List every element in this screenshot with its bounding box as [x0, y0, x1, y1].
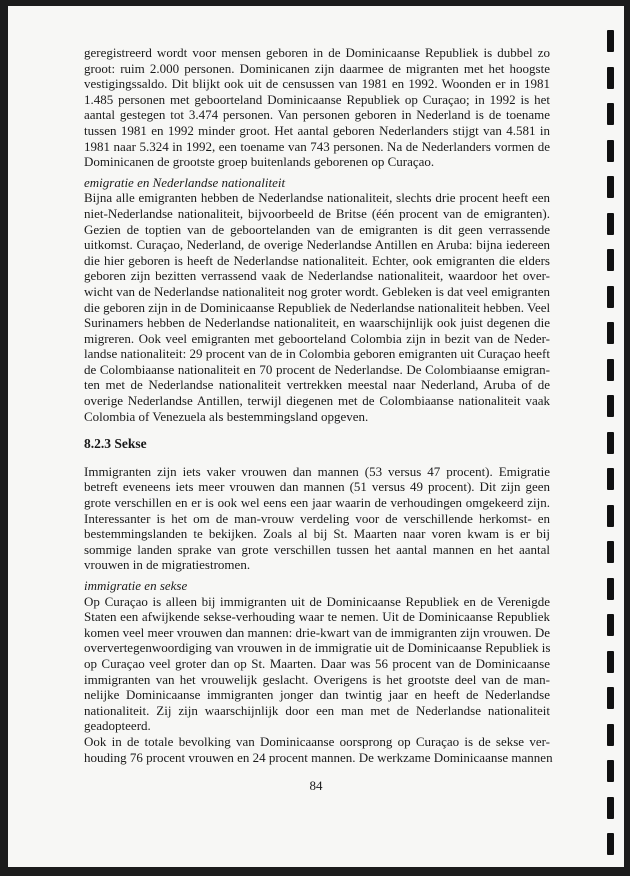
text-line: op Curaçao veel groter dan op St. Maarten. Daar was 56 procent van de Dominicaanse [84, 655, 550, 671]
binding-hole-mark [607, 797, 614, 819]
text-line: overige Nederlandse Antillen, terwijl diegenen met de Colombiaanse nationaliteit vaak [84, 393, 550, 409]
text-line: de Colombiaanse nationaliteit en 70 procent de Nederlandse. De Colombiaanse emigran- [84, 361, 550, 377]
binding-hole-mark [607, 541, 614, 563]
binding-hole-mark [607, 249, 614, 271]
binding-hole-mark [607, 176, 614, 198]
text-line: vestigingssaldo. Dit blijkt ook uit de censussen van 1981 en 1992. Woonden er in 1981 [84, 76, 550, 92]
text-line: immigranten van het vrouwelijk geslacht. Overigens is het grootste deel van de man- [84, 671, 550, 687]
text-line: grote verschillen en er is ook wel eens een jaar waarin de verhoudingen omgekeerd zijn. [84, 495, 550, 511]
binding-hole-mark [607, 67, 614, 89]
text-line: Interessanter is het om de man-vrouw verdeling voor de verschillende herkomst- en [84, 510, 550, 526]
document-page [8, 6, 624, 867]
binding-hole-mark [607, 578, 614, 600]
paragraph [84, 190, 550, 424]
subheading-emigratie: emigratie en Nederlandse nationaliteit [84, 174, 286, 190]
text-line: niet-Nederlandse nationaliteit, bijvoorbeeld de Britse (één procent van de emigranten). [84, 205, 550, 221]
paragraph [84, 45, 550, 170]
text-line: die geboren zijn in de Dominicaanse Republiek de Nederlandse nationaliteit hebben. Veel [84, 299, 551, 315]
text-line: komen veel meer vrouwen dan mannen: drie-kwart van de immigranten zijn vrouwen. De [84, 624, 551, 640]
section-heading: 8.2.3 Sekse [84, 436, 147, 452]
binding-hole-mark [607, 395, 614, 417]
text-line: migreren. Ook veel emigranten met geboorteland Colombia zijn in bezit van de Neder- [84, 330, 550, 346]
text-line: geboren zijn bezitten verrassend vaak de Nederlandse nationaliteit, waardoor het over- [84, 268, 550, 284]
text-line: 1.485 personen met geboorteland Dominicaanse Republiek op Curaçao; in 1992 is het [84, 91, 550, 107]
binding-hole-mark [607, 614, 614, 636]
text-line: tussen 1981 en 1992 minder groot. Het aantal geboren Nederlanders stijgt van 4.581 in [84, 122, 550, 138]
binding-hole-mark [607, 286, 614, 308]
subheading-immigratie: immigratie en sekse [84, 578, 188, 593]
binding-hole-mark [607, 140, 614, 162]
binding-hole-mark [607, 651, 614, 673]
text-line: Dominicanen de grootste groep buitenlands geborenen op Curaçao. [84, 154, 435, 170]
binding-hole-mark [607, 468, 614, 490]
text-line: Ook in de totale bevolking van Dominicaanse oorsprong op Curaçao is de sekse ver- [84, 733, 550, 749]
text-line: Bijna alle emigranten hebben de Nederlandse nationaliteit, slechts drie procent heeft een [84, 190, 550, 206]
text-line: groot: ruim 2.000 personen. Dominicanen zijn daarmee de migranten met het hoogste [84, 60, 550, 76]
text-line: houding 76 procent vrouwen en 24 procent mannen. De werkzame Dominicaanse mannen [84, 749, 553, 765]
binding-hole-mark [607, 687, 614, 709]
text-line: bestemmingslanden te bekijken. Zoals al bij St. Maarten naar voren kwam is er bij [84, 526, 550, 542]
text-line: betreft eveneens iets meer vrouwen dan mannen (51 versus 49 procent). Dit zijn geen [84, 479, 550, 495]
text-line: uitkomst. Curaçao, Nederland, de overige Nederlandse Antillen en Aruba: bijna iedereen [84, 237, 550, 253]
text-line: Staten een afwijkende sekse-verhouding waar te nemen. Uit de Dominicaanse Republiek [84, 609, 550, 625]
text-line: Immigranten zijn iets vaker vrouwen dan mannen (53 versus 47 procent). Emigratie [84, 463, 550, 479]
binding-hole-mark [607, 760, 614, 782]
text-line: Colombia of Venezuela als bestemmingsland opgeven. [84, 408, 369, 424]
text-line: die hier geboren is heeft de Nederlandse nationaliteit. Echter, ook emigranten die elders [84, 252, 550, 268]
binding-marks [607, 30, 614, 870]
paragraph [84, 594, 550, 734]
page-number: 84 [309, 778, 323, 793]
text-line: aantal gestegen tot 3.474 personen. Van personen geboren in Nederland is de toename [84, 107, 550, 123]
paragraph [84, 733, 553, 765]
binding-hole-mark [607, 213, 614, 235]
text-line: Gezien de toptien van de geboortelanden van de emigranten is dit geen verrassende [84, 221, 550, 237]
binding-hole-mark [607, 724, 614, 746]
text-line: landse nationaliteit: 29 procent van de in Colombia geboren emigranten uit Curaçao heeft [84, 346, 550, 362]
binding-hole-mark [607, 833, 614, 855]
binding-hole-mark [607, 505, 614, 527]
text-line: 1981 naar 5.324 in 1992, een toename van 743 personen. Na de Nederlanders vormen de [84, 138, 550, 154]
text-line: oververtegenwoordiging van vrouwen in de immigratie uit de Dominicaanse Republiek is [84, 640, 551, 656]
paragraph [84, 464, 550, 573]
binding-hole-mark [607, 30, 614, 52]
text-line: wicht van de Nederlandse nationaliteit nog groter wordt. Gebleken is dat veel emigranten [84, 283, 550, 299]
binding-hole-mark [607, 322, 614, 344]
text-line: nelijke Dominicaanse immigranten jonger dan twintig jaar en heeft de Nederlandse [84, 687, 550, 703]
binding-hole-mark [607, 432, 614, 454]
text-line: vrouwen in de migratiestromen. [84, 557, 251, 573]
text-line: ten met de Nederlandse nationaliteit vertrekken meestal naar Nederland, Aruba of de [84, 377, 550, 393]
text-line: geregistreerd wordt voor mensen geboren in de Dominicaanse Republiek is dubbel zo [84, 45, 550, 60]
text-line: geadopteerd. [84, 718, 151, 734]
page-body [84, 45, 553, 765]
text-line: Surinamers hebben de Nederlandse nationaliteit, en waarschijnlijk ook juist degenen die [84, 315, 550, 331]
binding-hole-mark [607, 103, 614, 125]
text-line: sommige landen sprake van grote verschillen tussen het aantal mannen en het aantal [84, 541, 550, 557]
text-line: Op Curaçao is alleen bij immigranten uit de Dominicaanse Republiek en de Verenigde [84, 593, 550, 609]
text-line: nationaliteit. Zij zijn waarschijnlijk door een man met de Nederlandse nationaliteit [84, 702, 550, 718]
binding-hole-mark [607, 359, 614, 381]
